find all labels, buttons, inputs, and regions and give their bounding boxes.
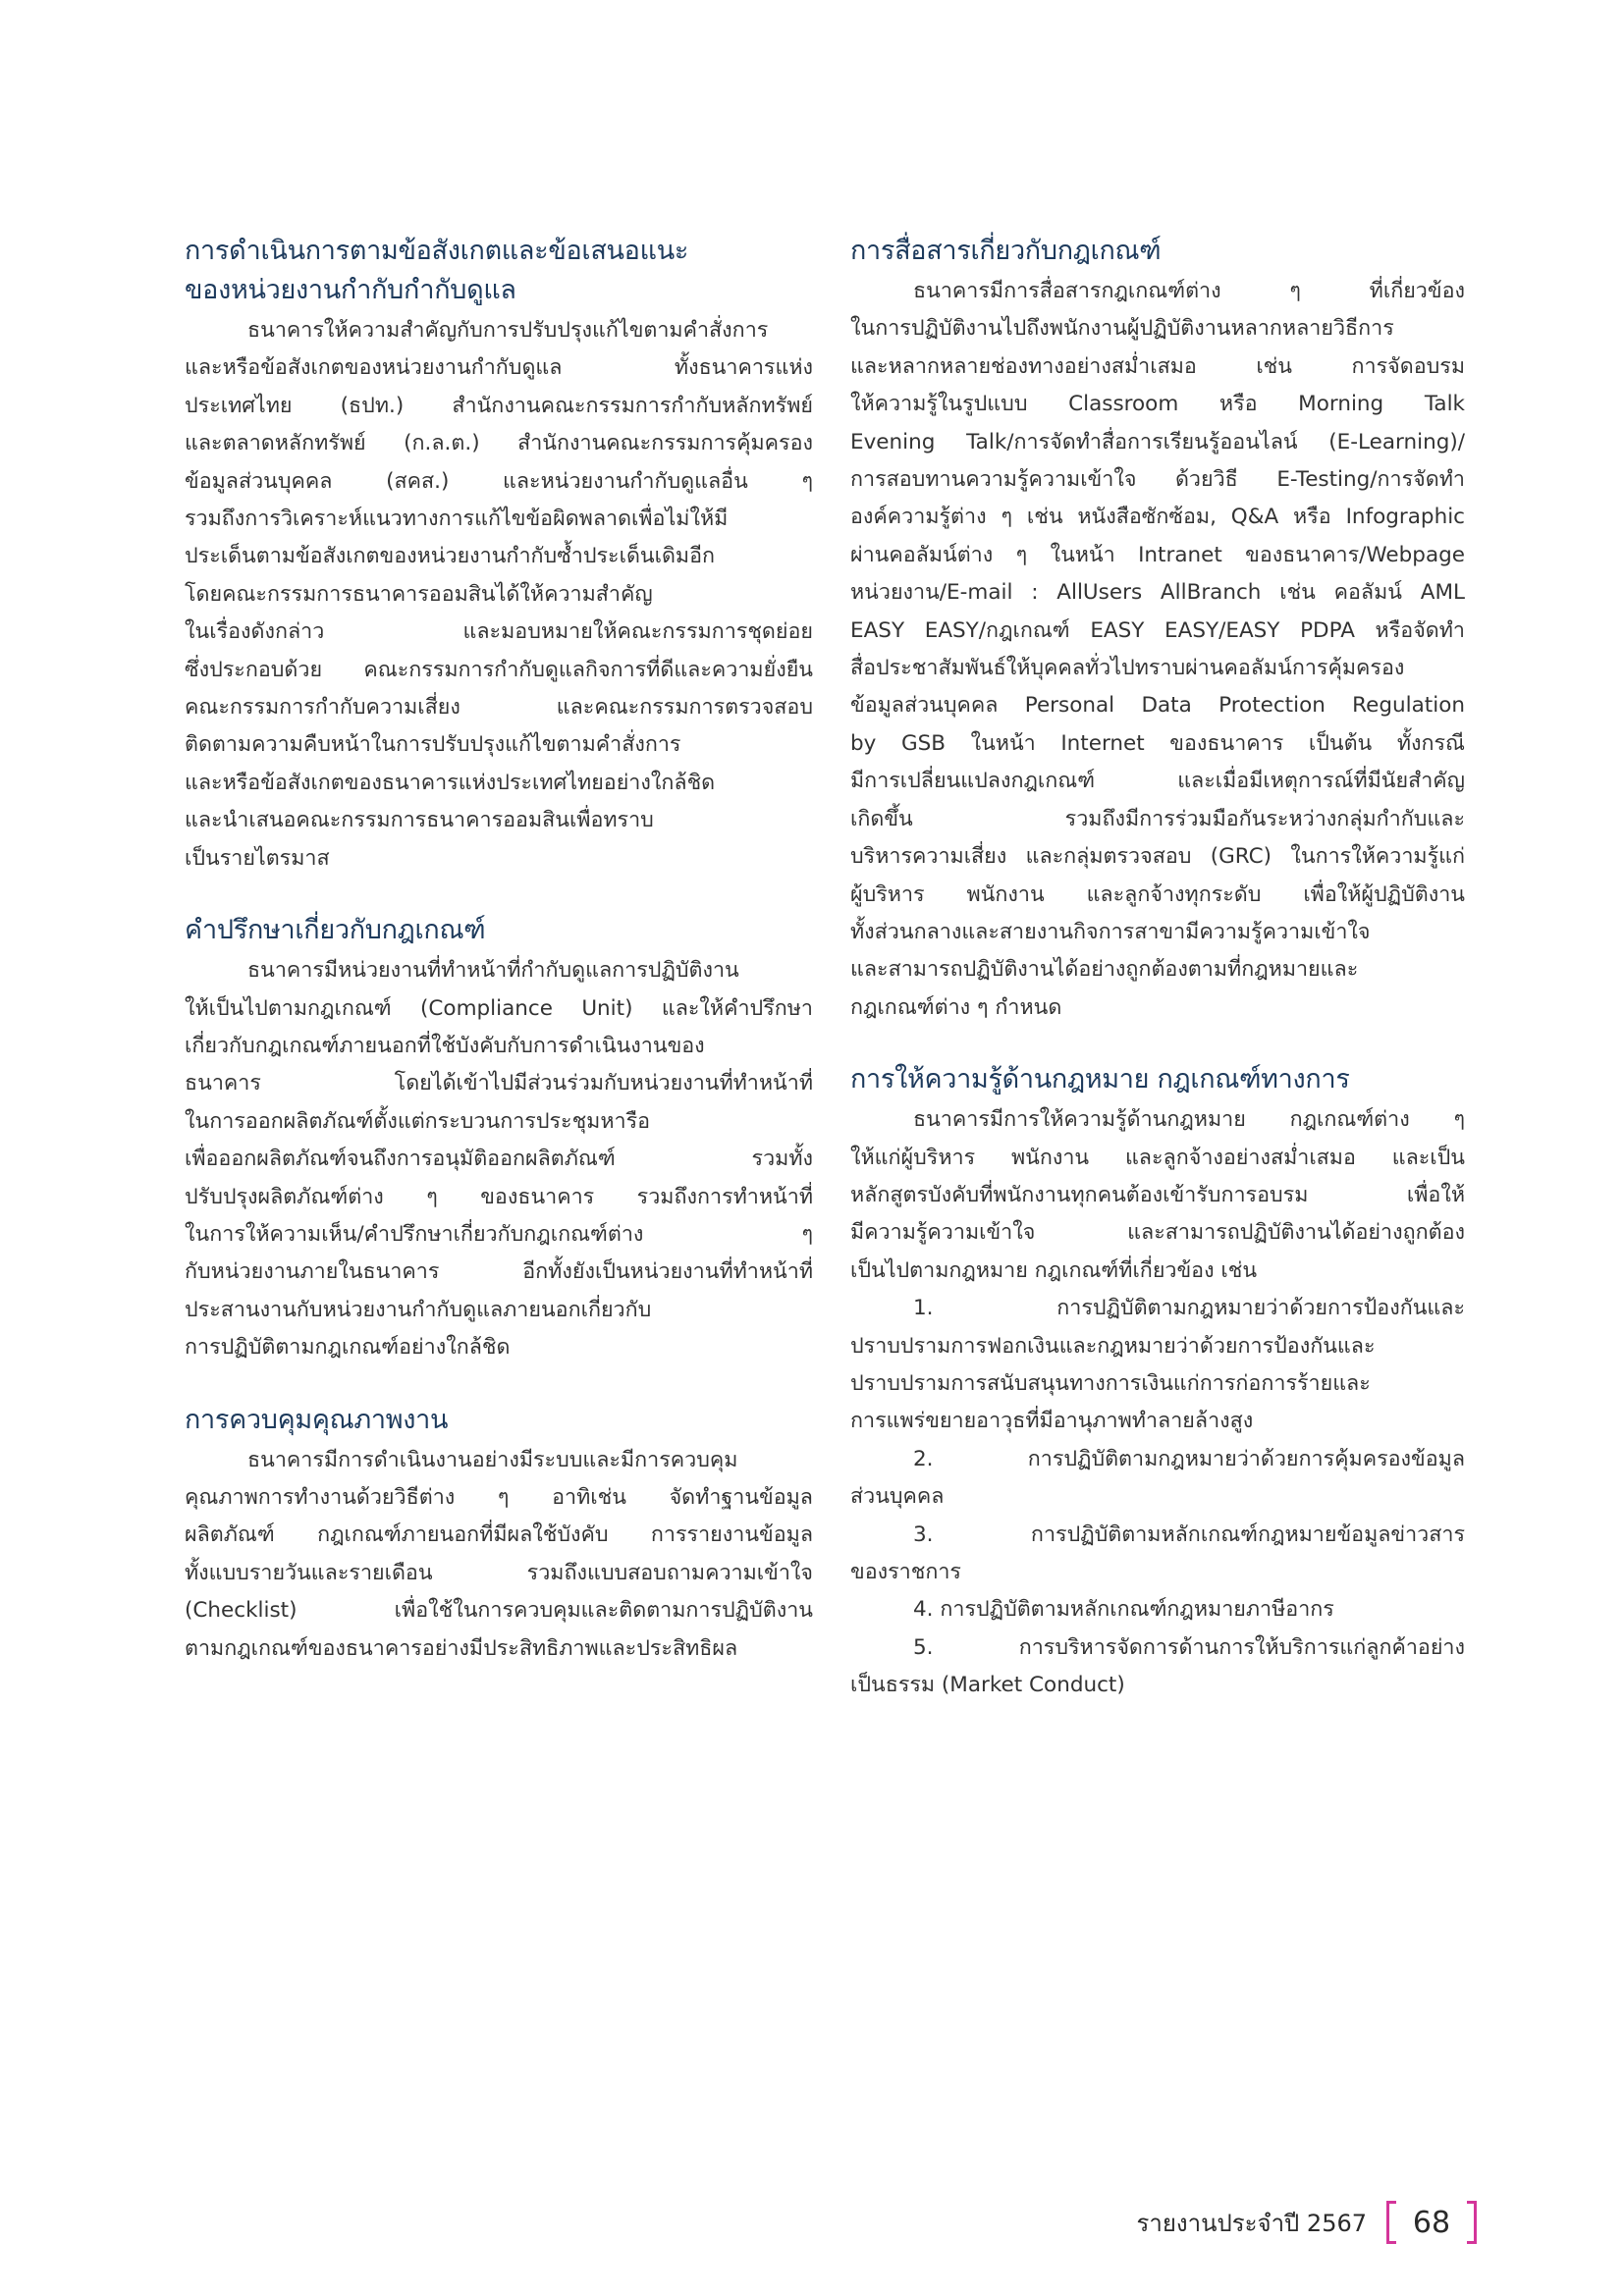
text-line: ธนาคารมีการดำเนินงานอย่างมีระบบและมีการควบคุม (247, 1447, 738, 1472)
numbered-list (850, 1290, 1465, 1704)
section-paragraph (850, 273, 1465, 1027)
list-item-line: ของราชการ (850, 1560, 961, 1584)
section-paragraph (185, 952, 813, 1366)
list-item-line: 4. การปฏิบัติตามหลักเกณฑ์กฎหมายภาษีอากร (913, 1597, 1334, 1623)
list-item (850, 1591, 1465, 1629)
section (185, 232, 813, 878)
text-line: องค์ความรู้ต่าง ๆ เช่น หนังสือซักซ้อม, Q&A หรือ Infographic (850, 505, 1465, 530)
text-line: กฎเกณฑ์ต่าง ๆ กำหนด (850, 994, 1062, 1020)
right-column (850, 232, 1465, 1738)
text-line: การสอบทานความรู้ความเข้าใจ ด้วยวิธี E-Testing/การจัดทำ (850, 467, 1465, 493)
text-line: ธนาคารมีการให้ความรู้ด้านกฎหมาย กฎเกณฑ์ต่าง ๆ (913, 1107, 1465, 1133)
text-line: เป็นไปตามกฎหมาย กฎเกณฑ์ที่เกี่ยวข้อง เช่น (850, 1257, 1258, 1283)
text-line: หน่วยงาน/E-mail : AllUsers AllBranch เช่น คอลัมน์ AML (850, 580, 1465, 606)
page-footer (1136, 2199, 1477, 2246)
text-line: ธนาคาร โดยได้เข้าไปมีส่วนร่วมกับหน่วยงานที่ทำหน้าที่ (185, 1071, 813, 1096)
text-line: และนำเสนอคณะกรรมการธนาคารออมสินเพื่อทราบ (185, 808, 654, 833)
text-line: คณะกรรมการกำกับความเสี่ยง และคณะกรรมการตรวจสอบ (185, 695, 813, 721)
heading-line: คำปรึกษาเกี่ยวกับกฎเกณฑ์ (185, 915, 486, 946)
list-item-line: 2. การปฏิบัติตามกฎหมายว่าด้วยการคุ้มครองข้อมูล (913, 1446, 1465, 1471)
text-line: หลักสูตรบังคับที่พนักงานทุกคนต้องเข้ารับการอบรม เพื่อให้ (850, 1182, 1465, 1207)
section-heading (185, 1401, 813, 1440)
section-paragraph (850, 1101, 1465, 1290)
text-line: และหลากหลายช่องทางอย่างสม่ำเสมอ เช่น การจัดอบรม (850, 353, 1465, 379)
text-line: ธนาคารให้ความสำคัญกับการปรับปรุงแก้ไขตามคำสั่งการ (247, 318, 769, 343)
list-item-line: ปราบปรามการฟอกเงินและกฎหมายว่าด้วยการป้องกันและ (850, 1333, 1376, 1359)
text-line: ธนาคารมีการสื่อสารกฎเกณฑ์ต่าง ๆ ที่เกี่ยวข้อง (913, 279, 1465, 303)
text-line: มีความรู้ความเข้าใจ และสามารถปฏิบัติงานได้อย่างถูกต้อง (850, 1220, 1465, 1246)
text-line: ทั้งส่วนกลางและสายงานกิจการสาขามีความรู้ความเข้าใจ (850, 919, 1371, 944)
text-line: การปฏิบัติตามกฎเกณฑ์อย่างใกล้ชิด (185, 1335, 511, 1361)
section (185, 1401, 813, 1668)
text-line: ข้อมูลส่วนบุคคล Personal Data Protection Regulation (850, 693, 1465, 719)
list-item (850, 1290, 1465, 1441)
page-number-box (1386, 2201, 1477, 2244)
text-line: สื่อประชาสัมพันธ์ให้บุคคลทั่วไปทราบผ่านคอลัมน์การคุ้มครอง (850, 656, 1405, 681)
text-line: ปรับปรุงผลิตภัณฑ์ต่าง ๆ ของธนาคาร รวมถึงการทำหน้าที่ (185, 1184, 813, 1209)
text-line: ซึ่งประกอบด้วย คณะกรรมการกำกับดูแลกิจการที่ดีและความยั่งยืน (185, 657, 813, 682)
text-line: เกิดขึ้น รวมถึงมีการร่วมมือกันระหว่างกลุ่มกำกับและ (850, 806, 1465, 831)
text-line: ในเรื่องดังกล่าว และมอบหมายให้คณะกรรมการชุดย่อย (185, 619, 813, 645)
text-line: ตามกฎเกณฑ์ของธนาคารอย่างมีประสิทธิภาพและประสิทธิผล (185, 1635, 738, 1661)
bracket-right-icon (1467, 2201, 1477, 2244)
list-item (850, 1517, 1465, 1592)
list-item-line: การแพร่ขยายอาวุธที่มีอานุภาพทำลายล้างสูง (850, 1409, 1254, 1434)
section-heading (850, 1060, 1465, 1099)
list-item-line: ส่วนบุคคล (850, 1484, 945, 1510)
text-line: คุณภาพการทำงานด้วยวิธีต่าง ๆ อาทิเช่น จัดทำฐานข้อมูล (185, 1484, 813, 1510)
text-line: ทั้งแบบรายวันและรายเดือน รวมถึงแบบสอบถามความเข้าใจ (185, 1560, 813, 1585)
text-line: ประสานงานกับหน่วยงานกำกับดูแลภายนอกเกี่ยวกับ (185, 1297, 652, 1322)
text-line: ประเด็นตามข้อสังเกตของหน่วยงานกำกับซ้ำประเด็นเดิมอีก (185, 544, 716, 569)
text-line: มีการเปลี่ยนแปลงกฎเกณฑ์ และเมื่อมีเหตุการณ์ที่มีนัยสำคัญ (850, 769, 1465, 794)
text-line: ผ่านคอลัมน์ต่าง ๆ ในหน้า Intranet ของธนาคาร/Webpage (850, 542, 1465, 567)
section (850, 1060, 1465, 1705)
text-line: กับหน่วยงานภายในธนาคาร อีกทั้งยังเป็นหน่วยงานที่ทำหน้าที่ (185, 1259, 813, 1285)
list-item-line: ปราบปรามการสนับสนุนทางการเงินแก่การก่อการร้ายและ (850, 1370, 1371, 1396)
list-item-line: 1. การปฏิบัติตามกฎหมายว่าด้วยการป้องกันและ (913, 1296, 1465, 1321)
text-line: ผลิตภัณฑ์ กฎเกณฑ์ภายนอกที่มีผลใช้บังคับ การรายงานข้อมูล (185, 1522, 813, 1548)
text-line: ผู้บริหาร พนักงาน และลูกจ้างทุกระดับ เพื่อให้ผู้ปฏิบัติงาน (850, 881, 1465, 907)
text-line: และตลาดหลักทรัพย์ (ก.ล.ต.) สำนักงานคณะกรรมการคุ้มครอง (185, 431, 813, 456)
section (185, 911, 813, 1366)
page-number: 68 (1412, 2205, 1451, 2240)
text-line: (Checklist) เพื่อใช้ในการควบคุมและติดตามการปฏิบัติงาน (185, 1598, 813, 1624)
list-item-line: 3. การปฏิบัติตามหลักเกณฑ์กฎหมายข้อมูลข่าวสาร (913, 1522, 1465, 1547)
section-paragraph (185, 1442, 813, 1668)
text-line: และหรือข้อสังเกตของธนาคารแห่งประเทศไทยอย่างใกล้ชิด (185, 770, 716, 795)
section-paragraph (185, 312, 813, 878)
text-line: ข้อมูลส่วนบุคคล (สคส.) และหน่วยงานกำกับดูแลอื่น ๆ (185, 468, 813, 494)
text-line: และหรือข้อสังเกตของหน่วยงานกำกับดูแล ทั้งธนาคารแห่ง (185, 355, 813, 381)
heading-line: การดำเนินการตามข้อสังเกตและข้อเสนอแนะ (185, 236, 689, 266)
text-line: ให้เป็นไปตามกฎเกณฑ์ (Compliance Unit) และให้คำปรึกษา (185, 995, 813, 1021)
text-line: Evening Talk/การจัดทำสื่อการเรียนรู้ออนไลน์ (E-Learning)/ (850, 429, 1465, 454)
text-line: ธนาคารมีหน่วยงานที่ทำหน้าที่กำกับดูแลการปฏิบัติงาน (247, 958, 739, 984)
section (850, 232, 1465, 1027)
report-title: รายงานประจำปี 2567 (1136, 2209, 1367, 2237)
text-line: EASY EASY/กฎเกณฑ์ EASY EASY/EASY PDPA หรือจัดทำ (850, 617, 1465, 643)
section-heading (185, 232, 813, 310)
text-line: ติดตามความคืบหน้าในการปรับปรุงแก้ไขตามคำสั่งการ (185, 732, 681, 758)
text-line: และสามารถปฏิบัติงานได้อย่างถูกต้องตามที่กฎหมายและ (850, 957, 1359, 983)
list-item (850, 1441, 1465, 1517)
list-item-line: 5. การบริหารจัดการด้านการให้บริการแก่ลูกค้าอย่าง (913, 1634, 1465, 1660)
text-line: ในการให้ความเห็น/คำปรึกษาเกี่ยวกับกฎเกณฑ์ต่าง ๆ (185, 1221, 813, 1247)
heading-line: การควบคุมคุณภาพงาน (185, 1404, 449, 1435)
heading-line: ของหน่วยงานกำกับกำกับดูแล (185, 275, 516, 305)
text-line: by GSB ในหน้า Internet ของธนาคาร เป็นต้น ทั้งกรณี (850, 730, 1465, 756)
heading-line: การสื่อสารเกี่ยวกับกฎเกณฑ์ (850, 236, 1162, 266)
text-line: ให้ความรู้ในรูปแบบ Classroom หรือ Morning Talk (850, 392, 1465, 417)
section-heading (850, 232, 1465, 271)
text-line: ประเทศไทย (ธปท.) สำนักงานคณะกรรมการกำกับหลักทรัพย์ (185, 393, 813, 418)
text-line: ให้แก่ผู้บริหาร พนักงาน และลูกจ้างอย่างสม่ำเสมอ และเป็น (850, 1145, 1465, 1170)
text-line: โดยคณะกรรมการธนาคารออมสินได้ให้ความสำคัญ (185, 581, 653, 607)
section-heading (185, 911, 813, 950)
text-line: เกี่ยวกับกฎเกณฑ์ภายนอกที่ใช้บังคับกับการดำเนินงานของ (185, 1033, 705, 1058)
bracket-left-icon (1386, 2201, 1396, 2244)
text-line: ในการปฏิบัติงานไปถึงพนักงานผู้ปฏิบัติงานหลากหลายวิธีการ (850, 316, 1394, 342)
text-line: เพื่อออกผลิตภัณฑ์จนถึงการอนุมัติออกผลิตภัณฑ์ รวมทั้ง (185, 1147, 813, 1172)
text-line: ในการออกผลิตภัณฑ์ตั้งแต่กระบวนการประชุมหารือ (185, 1108, 651, 1134)
text-line: บริหารความเสี่ยง และกลุ่มตรวจสอบ (GRC) ในการให้ความรู้แก่ (850, 844, 1465, 870)
list-item (850, 1629, 1465, 1705)
text-line: เป็นรายไตรมาส (185, 845, 330, 871)
left-column (185, 232, 813, 1701)
list-item-line: เป็นธรรม (Market Conduct) (850, 1673, 1125, 1698)
heading-line: การให้ความรู้ด้านกฎหมาย กฎเกณฑ์ทางการ (850, 1064, 1350, 1095)
text-line: รวมถึงการวิเคราะห์แนวทางการแก้ไขข้อผิดพลาดเพื่อไม่ให้มี (185, 507, 729, 532)
